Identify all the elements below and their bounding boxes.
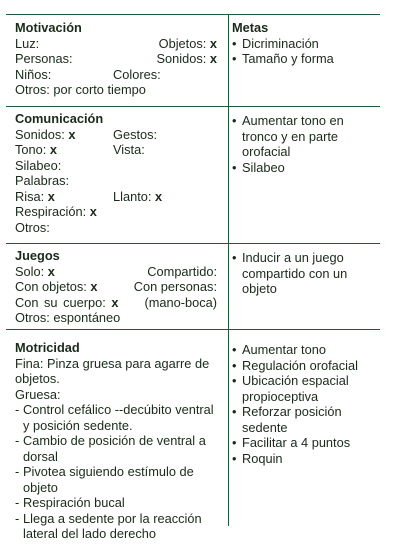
table-top-border — [6, 14, 380, 15]
juegos-goals-cell — [232, 250, 376, 297]
comunicacion-cell — [15, 111, 217, 235]
table-row — [15, 279, 217, 295]
sonidos-mark: x — [209, 51, 217, 66]
section-title: Comunicación — [15, 111, 104, 126]
con-personas-label: Con personas: — [133, 279, 217, 294]
metas-cell — [232, 20, 376, 67]
con-objetos-label: Con objetos: — [15, 279, 87, 294]
objetos-label: Objetos: — [158, 35, 207, 51]
vista-label: Vista: — [113, 142, 145, 157]
fina-text: Fina: Pinza gruesa para agarre de objetos. — [15, 355, 210, 386]
row-divider — [6, 243, 380, 244]
risa-field — [15, 189, 55, 204]
personas-label: Personas: — [15, 51, 73, 66]
llanto-field — [113, 189, 162, 205]
metas-list — [232, 36, 376, 67]
list-item: • Silabeo — [232, 160, 376, 176]
respiracion-mark: x — [89, 204, 97, 219]
section-title: Motricidad — [15, 340, 80, 355]
llanto-mark: x — [155, 188, 163, 204]
table-row — [15, 204, 217, 220]
juegos-cell — [15, 248, 217, 326]
solo-label: Solo: — [15, 263, 45, 279]
sonidos-label: Sonidos: — [156, 51, 207, 66]
list-item: - Respiración bucal — [15, 495, 217, 511]
sonidos-label: Sonidos: — [15, 126, 65, 142]
objetos-field — [159, 36, 217, 52]
table-row — [15, 51, 217, 67]
list-item: - Control cefálico --decúbito ventral y posición sedente. — [15, 402, 217, 433]
ninos-label: Niños: — [15, 66, 52, 82]
juegos-goals — [232, 250, 376, 297]
con-objetos-mark: x — [90, 279, 98, 294]
list-item: • Inducir a un juego compartido con un objeto — [232, 250, 376, 297]
sonidos-mark: x — [68, 126, 76, 142]
list-item: • Ubicación espacial propioceptiva — [232, 373, 376, 404]
table-row — [15, 264, 217, 280]
comunicacion-goals-cell — [232, 113, 376, 175]
list-item: • Roquin — [232, 451, 376, 467]
table-row — [15, 189, 217, 205]
risa-label: Risa: — [15, 188, 45, 204]
con-cuerpo-note: (mano-boca) — [144, 294, 217, 310]
tono-label: Tono: — [15, 142, 47, 157]
table-row — [15, 67, 217, 83]
list-item: - Llega a sedente por la reacción lateral del lado derecho — [15, 511, 217, 542]
table-row — [15, 36, 217, 52]
llanto-label: Llanto: — [113, 188, 152, 204]
row-divider — [6, 106, 380, 107]
sonidos-field — [15, 127, 76, 142]
risa-mark: x — [47, 188, 55, 204]
motricidad-goals-cell — [232, 342, 376, 466]
motivacion-cell — [15, 20, 217, 98]
table-row — [15, 295, 217, 311]
con-cuerpo-mark: x — [111, 294, 119, 310]
list-item: • Aumentar tono — [232, 342, 376, 358]
comunicacion-goals — [232, 113, 376, 175]
comunicacion-otros: Otros: — [15, 219, 50, 235]
palabras-label: Palabras: — [15, 173, 70, 188]
tono-field — [15, 142, 57, 157]
compartido-label: Compartido: — [147, 263, 217, 279]
gestos-label: Gestos: — [113, 126, 158, 142]
motivacion-otros: Otros: por corto tiempo — [15, 82, 146, 97]
list-item: • Regulación orofacial — [232, 358, 376, 374]
section-title: Juegos — [15, 248, 60, 263]
list-item: - Cambio de posición de ventral a dorsal — [15, 433, 217, 464]
section-title: Motivación — [15, 20, 82, 35]
respiracion-label: Respiración: — [15, 204, 87, 219]
silabeo-label: Silabeo: — [15, 157, 62, 173]
juegos-otros: Otros: espontáneo — [15, 310, 121, 325]
solo-field — [15, 264, 55, 279]
list-item: • Dicriminación — [232, 36, 376, 52]
column-divider — [228, 14, 229, 526]
gruesa-label: Gruesa: — [15, 386, 61, 402]
section-title: Metas — [232, 20, 269, 35]
gruesa-list — [15, 402, 217, 542]
tono-mark: x — [49, 142, 57, 157]
table-row — [15, 142, 217, 158]
sonidos-field — [157, 51, 218, 67]
solo-mark: x — [47, 263, 55, 279]
motricidad-cell — [15, 340, 217, 542]
colores-label: Colores: — [113, 66, 161, 82]
list-item: - Pivotea siguiendo estímulo de objeto — [15, 464, 217, 495]
motricidad-goals — [232, 342, 376, 466]
list-item: • Aumentar tono en tronco y en parte orofacial — [232, 113, 376, 160]
luz-label: Luz: — [15, 35, 40, 51]
row-divider — [6, 329, 380, 330]
con-objetos-field — [15, 279, 98, 294]
objetos-mark: x — [209, 35, 217, 51]
list-item: • Reforzar posición sedente — [232, 404, 376, 435]
con-cuerpo-label: Con su cuerpo: — [15, 294, 106, 310]
list-item: • Tamaño y forma — [232, 51, 376, 67]
table-row — [15, 127, 217, 143]
list-item: • Facilitar a 4 puntos — [232, 435, 376, 451]
